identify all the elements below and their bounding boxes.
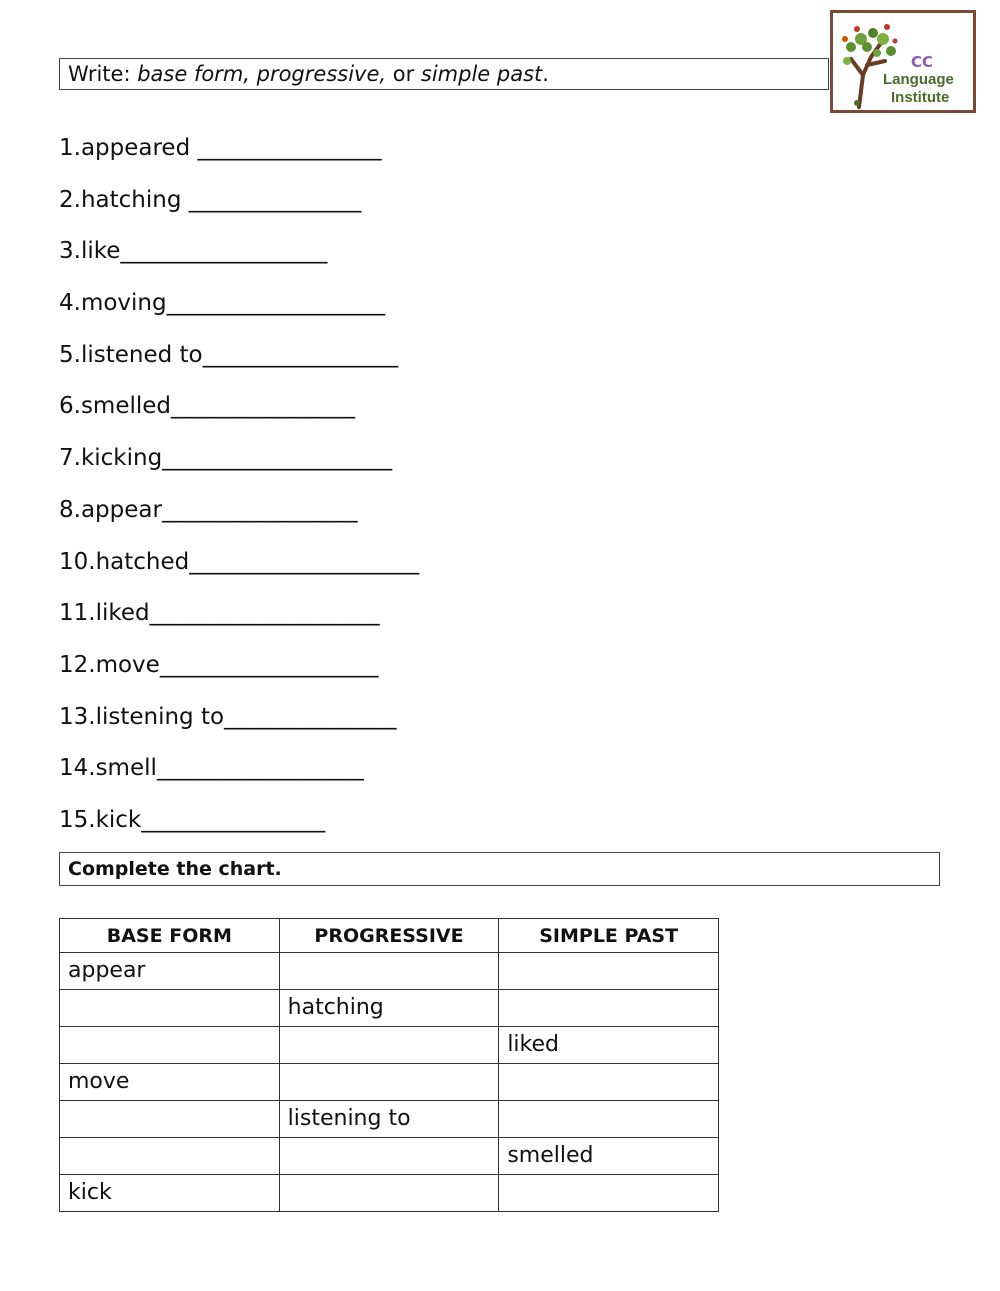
exercise-list xyxy=(59,128,419,852)
table-cell[interactable] xyxy=(499,953,719,990)
table-row xyxy=(60,1027,719,1064)
verb-chart-table xyxy=(59,918,719,1212)
table-cell[interactable] xyxy=(60,990,280,1027)
table-header-row xyxy=(60,919,719,953)
table-row xyxy=(60,1064,719,1101)
exercise-item[interactable]: 12.move___________________ xyxy=(59,651,379,678)
table-cell[interactable] xyxy=(279,1138,499,1175)
instruction-box xyxy=(59,58,829,90)
exercise-item[interactable]: 2.hatching _______________ xyxy=(59,186,362,213)
institute-logo xyxy=(830,10,976,113)
table-row xyxy=(60,953,719,990)
table-cell[interactable]: move xyxy=(60,1064,280,1101)
header-base-form: BASE FORM xyxy=(60,919,280,953)
logo-cc-text: CC xyxy=(911,53,934,71)
table-cell[interactable]: listening to xyxy=(279,1101,499,1138)
exercise-item[interactable]: 7.kicking____________________ xyxy=(59,445,393,472)
logo-language-text: Language xyxy=(883,71,954,88)
table-row xyxy=(60,1138,719,1175)
table-cell[interactable] xyxy=(499,1175,719,1212)
table-cell[interactable] xyxy=(499,1101,719,1138)
table-cell[interactable] xyxy=(279,1064,499,1101)
table-cell[interactable] xyxy=(60,1027,280,1064)
instruction-term-base-form: base form, xyxy=(137,62,257,86)
exercise-item[interactable]: 6.smelled________________ xyxy=(59,393,356,420)
table-cell[interactable] xyxy=(499,990,719,1027)
table-cell[interactable] xyxy=(60,1101,280,1138)
exercise-item[interactable]: 14.smell__________________ xyxy=(59,755,364,782)
table-cell[interactable]: liked xyxy=(499,1027,719,1064)
header-simple-past: SIMPLE PAST xyxy=(499,919,719,953)
table-cell[interactable]: kick xyxy=(60,1175,280,1212)
exercise-item[interactable]: 1.appeared ________________ xyxy=(59,135,382,161)
exercise-item[interactable]: 5.listened to_________________ xyxy=(59,341,399,368)
exercise-item[interactable]: 11.liked____________________ xyxy=(59,600,380,627)
instruction-term-progressive: progressive, xyxy=(256,62,387,86)
instruction-prefix: Write: xyxy=(68,62,138,86)
table-row xyxy=(60,990,719,1027)
instruction-middle: or xyxy=(386,62,421,86)
instruction-term-simple-past: simple past xyxy=(420,62,543,86)
header-progressive: PROGRESSIVE xyxy=(279,919,499,953)
table-cell[interactable] xyxy=(279,1027,499,1064)
chart-heading: Complete the chart. xyxy=(59,852,940,886)
table-cell[interactable]: smelled xyxy=(499,1138,719,1175)
table-row xyxy=(60,1175,719,1212)
exercise-item[interactable]: 4.moving___________________ xyxy=(59,290,386,317)
logo-institute-text: Institute xyxy=(891,89,950,106)
table-row xyxy=(60,1101,719,1138)
table-cell[interactable]: hatching xyxy=(279,990,499,1027)
exercise-item[interactable]: 15.kick________________ xyxy=(59,806,326,833)
table-cell[interactable] xyxy=(499,1064,719,1101)
exercise-item[interactable]: 3.like__________________ xyxy=(59,238,328,265)
table-cell[interactable] xyxy=(60,1138,280,1175)
table-cell[interactable] xyxy=(279,1175,499,1212)
instruction-suffix: . xyxy=(542,62,549,86)
exercise-item[interactable]: 10.hatched____________________ xyxy=(59,548,420,575)
exercise-item[interactable]: 13.listening to_______________ xyxy=(59,703,397,730)
exercise-item[interactable]: 8.appear_________________ xyxy=(59,496,358,523)
table-cell[interactable] xyxy=(279,953,499,990)
table-cell[interactable]: appear xyxy=(60,953,280,990)
